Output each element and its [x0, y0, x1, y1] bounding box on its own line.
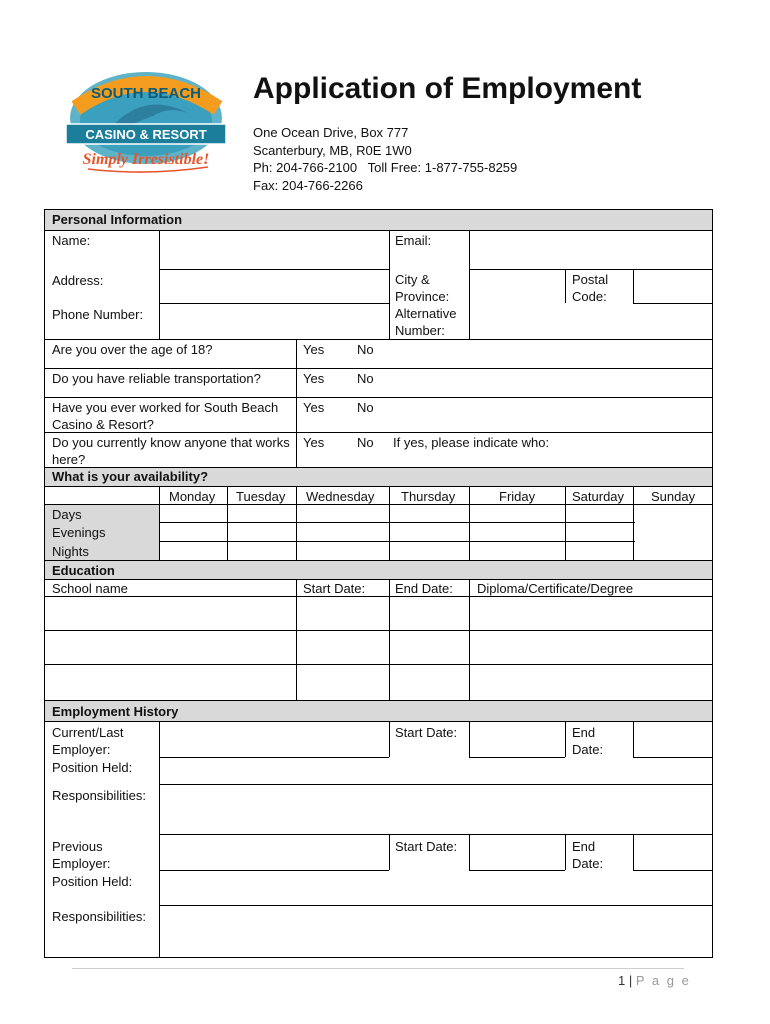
question-know-anyone: Do you currently know anyone that works here? [52, 435, 290, 467]
previous-start-date-field[interactable] [471, 835, 564, 870]
section-heading-personal: Personal Information [52, 212, 183, 227]
section-heading-education: Education [52, 563, 115, 578]
current-start-date-field[interactable] [471, 722, 564, 757]
day-header-tuesday: Tuesday [236, 489, 286, 504]
day-header-friday: Friday [499, 489, 536, 504]
postal-code-label: Postal Code: [572, 272, 609, 304]
phone-field[interactable] [161, 304, 388, 338]
day-header-monday: Monday [169, 489, 216, 504]
school-name-header: School name [52, 581, 128, 596]
yes-option[interactable]: Yes [303, 400, 325, 415]
no-option[interactable]: No [357, 371, 374, 386]
address-line: Scanterbury, MB, R0E 1W0 [253, 142, 412, 158]
responsibilities-label: Responsibilities: [52, 788, 146, 803]
alt-number-field[interactable] [471, 304, 712, 338]
start-date-header: Start Date: [303, 581, 366, 596]
address-label: Address: [52, 273, 104, 288]
current-employer-field[interactable] [161, 722, 388, 757]
question-worked-here: Have you ever worked for South Beach Casino & Resort? [52, 400, 279, 432]
availability-grid[interactable] [160, 505, 712, 560]
email-field[interactable] [471, 231, 712, 268]
no-option[interactable]: No [357, 400, 374, 415]
previous-employer-label: Previous Employer: [52, 839, 111, 871]
logo-banner-text: CASINO & RESORT [85, 127, 207, 142]
availability-row-days: Days [52, 507, 82, 522]
address-line: One Ocean Drive, Box 777 [253, 125, 409, 140]
current-end-date-field[interactable] [635, 722, 712, 757]
previous-employer-field[interactable] [161, 835, 388, 870]
yes-option[interactable]: Yes [303, 435, 325, 450]
yes-option[interactable]: Yes [303, 371, 325, 386]
yes-option[interactable]: Yes [303, 342, 325, 357]
education-rows[interactable] [45, 597, 712, 700]
end-date-label: End Date: [572, 725, 604, 757]
page-word: P a g e [635, 973, 691, 988]
name-label: Name: [52, 233, 91, 248]
end-date-header: End Date: [395, 581, 453, 596]
no-option[interactable]: No [357, 435, 374, 450]
city-province-label: City & Province: [395, 272, 450, 304]
previous-end-date-field[interactable] [635, 835, 712, 870]
city-province-field[interactable] [471, 270, 564, 302]
page-separator: | [628, 973, 633, 988]
end-date-label: End Date: [572, 839, 604, 871]
previous-responsibilities-field[interactable] [161, 906, 712, 957]
previous-position-field[interactable] [161, 871, 712, 905]
start-date-label: Start Date: [395, 725, 458, 740]
current-responsibilities-field[interactable] [161, 785, 712, 834]
no-option[interactable]: No [357, 342, 374, 357]
email-label: Email: [395, 233, 432, 248]
availability-row-evenings: Evenings [52, 525, 106, 540]
day-header-sunday: Sunday [651, 489, 696, 504]
day-header-wednesday: Wednesday [306, 489, 375, 504]
page-title: Application of Employment [253, 72, 642, 105]
section-heading-employment: Employment History [52, 704, 179, 719]
section-heading-availability: What is your availability? [52, 469, 209, 484]
phone-label: Phone Number: [52, 307, 144, 322]
alt-number-label: Alternative Number: [395, 306, 457, 338]
footer-divider [72, 968, 684, 969]
logo-tagline: Simply Irresistible! [82, 151, 210, 168]
current-employer-label: Current/Last Employer: [52, 725, 124, 757]
position-held-label: Position Held: [52, 874, 133, 889]
if-yes-label: If yes, please indicate who: [393, 435, 550, 450]
logo-arc-text: SOUTH BEACH [90, 85, 202, 102]
postal-code-field[interactable] [635, 270, 712, 302]
availability-row-nights: Nights [52, 544, 89, 559]
current-position-field[interactable] [161, 758, 712, 784]
question-age: Are you over the age of 18? [52, 342, 213, 357]
section-bar-education [45, 560, 713, 579]
responsibilities-label: Responsibilities: [52, 909, 146, 924]
address-field[interactable] [161, 270, 388, 302]
address-line: Fax: 204-766-2266 [253, 177, 363, 193]
start-date-label: Start Date: [395, 839, 458, 854]
question-transportation: Do you have reliable transportation? [52, 371, 261, 386]
page-number-value: 1 [618, 973, 626, 988]
name-field[interactable] [161, 231, 388, 268]
page-number [618, 973, 691, 988]
day-header-saturday: Saturday [572, 489, 625, 504]
diploma-header: Diploma/Certificate/Degree [477, 581, 634, 596]
day-header-thursday: Thursday [401, 489, 456, 504]
address-line: Ph: 204-766-2100 Toll Free: 1-877-755-8259 [253, 160, 518, 175]
position-held-label: Position Held: [52, 760, 133, 775]
